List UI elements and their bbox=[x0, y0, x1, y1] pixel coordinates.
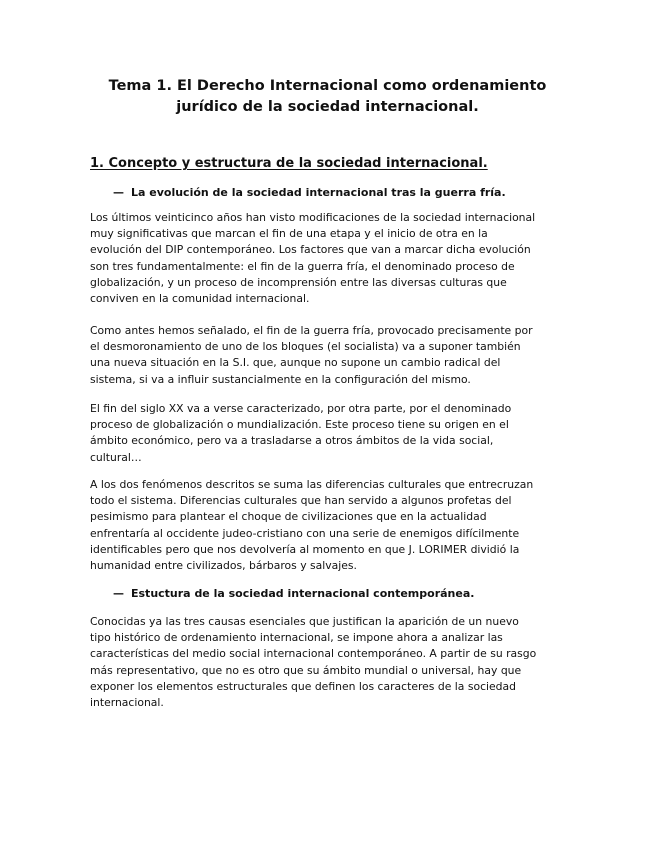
paragraph-evolution-4: A los dos fenómenos descritos se suma las diferencias culturales que entrecruzan todo el sistema. Diferencias culturales que han servido a algunos profetas del pesimismo para plantear el choque de civilizaciones que en la actualidad enfrentaría al occidente judeo-cristiano con una serie de enemigos difícilmente identificables pero que nos devolvería al momento en que J. LORIMER dividió la humanidad entre civilizados, bárbaros y salvajes. bbox=[90, 478, 534, 573]
dash-bullet: — bbox=[113, 186, 124, 199]
paragraph-evolution-3: El fin del siglo XX va a verse caracterizado, por otra parte, por el denominado proceso de globalización o mundialización. Este proceso tiene su origen en el ámbito económico, pero va a trasladarse a otros ámbitos de la vida social, cultural… bbox=[90, 402, 512, 464]
subsection-heading-evolution bbox=[113, 185, 573, 201]
section-heading: 1. Concepto y estructura de la sociedad internacional. bbox=[90, 156, 488, 171]
document-title: Tema 1. El Derecho Internacional como ordenamiento jurídico de la sociedad internacional. bbox=[108, 78, 547, 115]
subsection-heading-structure bbox=[113, 586, 573, 602]
subsection-heading-text: Estuctura de la sociedad internacional contemporánea. bbox=[131, 587, 475, 600]
paragraph-structure-1: Conocidas ya las tres causas esenciales que justifican la aparición de un nuevo tipo histórico de ordenamiento internacional, se impone ahora a analizar las características del medio social internacional contemporáneo. A partir de su rasgo más representativo, que no es otro que su ámbito mundial o universal, hay que exponer los elementos estructurales que definen los caracteres de la sociedad internacional. bbox=[90, 615, 537, 710]
subsection-heading-text: La evolución de la sociedad internacional tras la guerra fría. bbox=[131, 186, 506, 199]
dash-bullet: — bbox=[113, 587, 124, 600]
paragraph-evolution-1: Los últimos veinticinco años han visto modificaciones de la sociedad internacional muy significativas que marcan el fin de una etapa y el inicio de otra en la evolución del DIP contemporáneo. Los factores que van a marcar dicha evolución son tres fundamentalmente: el fin de la guerra fría, el denominado proceso de globalización, y un proceso de incomprensión entre las diversas culturas que conviven en la comunidad internacional. bbox=[90, 211, 536, 306]
paragraph-evolution-2: Como antes hemos señalado, el fin de la guerra fría, provocado precisamente por el desmoronamiento de uno de los bloques (el socialista) va a suponer también una nueva situación en la S.I. que, aunque no supone un cambio radical del sistema, si va a influir sustancialmente en la configuración del mismo. bbox=[90, 324, 533, 386]
